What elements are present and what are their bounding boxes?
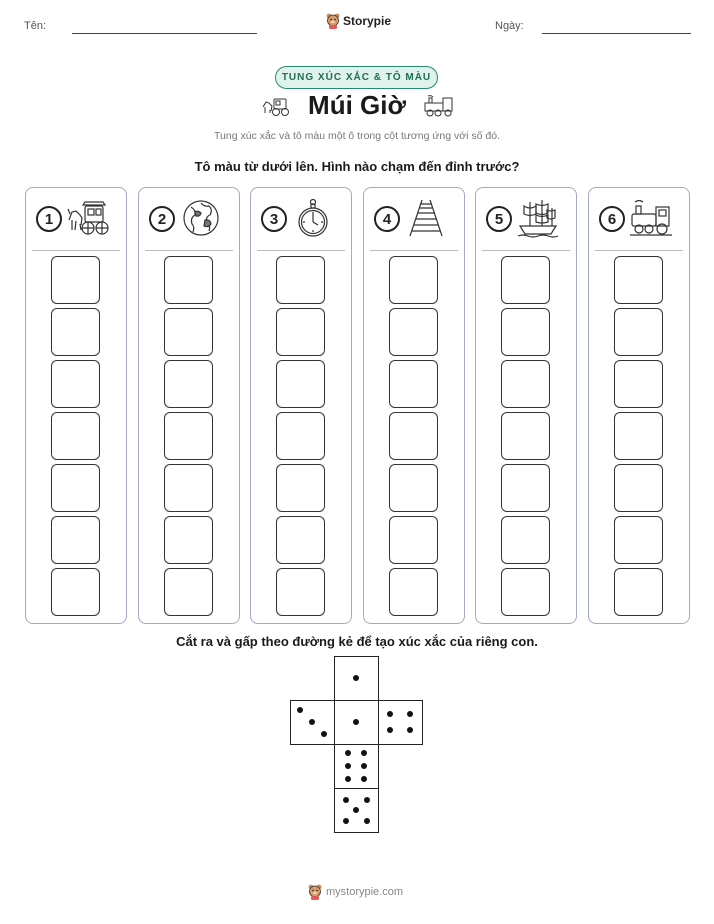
column-divider [595,250,683,251]
steam-train-icon [629,198,673,238]
brand-logo [326,13,391,29]
dice-column-5 [475,187,577,624]
die-pip [343,797,349,803]
die-pip [407,711,413,717]
die-pip [364,818,370,824]
coloring-box[interactable] [389,412,438,460]
column-header [36,198,116,244]
brand-name: Storypie [343,14,392,28]
coloring-box[interactable] [614,516,663,564]
column-number: 5 [486,206,512,232]
column-header [486,198,566,244]
dice-column-4 [363,187,465,624]
coloring-box[interactable] [164,256,213,304]
name-line [72,33,257,34]
die-pip [387,711,393,717]
coloring-box[interactable] [389,308,438,356]
coloring-box[interactable] [276,516,325,564]
coloring-box[interactable] [614,308,663,356]
die-face-4 [378,700,423,745]
instruction-text: Tô màu từ dưới lên. Hình nào chạm đến đỉnh trước? [194,159,520,174]
column-number: 3 [261,206,287,232]
die-face-6 [334,744,379,789]
column-header [261,198,341,244]
dice-column-3 [250,187,352,624]
die-pip [345,776,351,782]
dice-column-1 [25,187,127,624]
dice-column-6 [588,187,690,624]
coloring-box[interactable] [614,464,663,512]
pocket-watch-icon [291,198,335,238]
cut-instruction: Cắt ra và gấp theo đường kẻ để tạo xúc xắc của riêng con. [176,634,538,649]
die-face-3 [290,700,335,745]
steam-train-icon [423,95,455,117]
coloring-box[interactable] [276,568,325,616]
column-divider [370,250,458,251]
coloring-box[interactable] [276,308,325,356]
footer-url: mystorypie.com [326,886,404,898]
coloring-box[interactable] [51,360,100,408]
column-number: 2 [149,206,175,232]
column-number: 4 [374,206,400,232]
coloring-box[interactable] [51,516,100,564]
coloring-box[interactable] [501,464,550,512]
coloring-box[interactable] [501,256,550,304]
dice-column-2 [138,187,240,624]
coloring-box[interactable] [51,412,100,460]
die-pip [361,776,367,782]
die-pip [353,675,359,681]
die-pip [353,719,359,725]
coloring-box[interactable] [389,516,438,564]
die-pip [364,797,370,803]
column-divider [257,250,345,251]
coloring-box[interactable] [51,568,100,616]
coloring-box[interactable] [164,464,213,512]
coloring-box[interactable] [276,464,325,512]
die-pip [345,763,351,769]
coloring-box[interactable] [51,308,100,356]
column-header [149,198,229,244]
column-header [374,198,454,244]
column-number: 1 [36,206,62,232]
coloring-box[interactable] [389,568,438,616]
coloring-box[interactable] [614,568,663,616]
coloring-box[interactable] [164,360,213,408]
coloring-box[interactable] [276,412,325,460]
die-pip [345,750,351,756]
die-pip [361,750,367,756]
coloring-box[interactable] [389,360,438,408]
coloring-box[interactable] [276,360,325,408]
coloring-box[interactable] [389,256,438,304]
globe-icon [179,198,223,238]
die-pip [321,731,327,737]
coloring-box[interactable] [501,308,550,356]
die-face-5 [334,788,379,833]
die-pip [343,818,349,824]
coloring-box[interactable] [164,412,213,460]
die-pip [407,727,413,733]
activity-badge: TUNG XÚC XẮC & TÔ MÀU [275,66,438,89]
date-label: Ngày: [495,20,524,32]
subtitle: Tung xúc xắc và tô màu một ô trong cột tương ứng với số đó. [214,130,500,142]
coloring-box[interactable] [614,256,663,304]
page-title: Múi Giờ [308,90,406,120]
die-pip [361,763,367,769]
coloring-box[interactable] [501,412,550,460]
coloring-box[interactable] [164,308,213,356]
die-pip [387,727,393,733]
coloring-box[interactable] [51,464,100,512]
die-pip [353,807,359,813]
date-line [542,33,691,34]
coloring-box[interactable] [164,568,213,616]
coloring-box[interactable] [614,412,663,460]
column-divider [482,250,570,251]
column-number: 6 [599,206,625,232]
coloring-box[interactable] [501,360,550,408]
column-divider [145,250,233,251]
bear-mascot-icon [308,884,322,900]
railroad-track-icon [404,198,448,238]
coloring-box[interactable] [614,360,663,408]
coloring-box[interactable] [51,256,100,304]
column-divider [32,250,120,251]
coloring-box[interactable] [164,516,213,564]
bear-mascot-icon [326,13,340,29]
die-pip [297,707,303,713]
coloring-box[interactable] [501,568,550,616]
die-face-1 [334,656,379,701]
coloring-box[interactable] [389,464,438,512]
name-label: Tên: [24,20,47,32]
sailing-ship-icon [516,198,560,238]
die-pip [309,719,315,725]
footer [308,884,403,900]
coloring-box[interactable] [276,256,325,304]
die-face-1 [334,700,379,745]
horse-carriage-icon [66,198,110,238]
column-header [599,198,679,244]
coloring-box[interactable] [501,516,550,564]
